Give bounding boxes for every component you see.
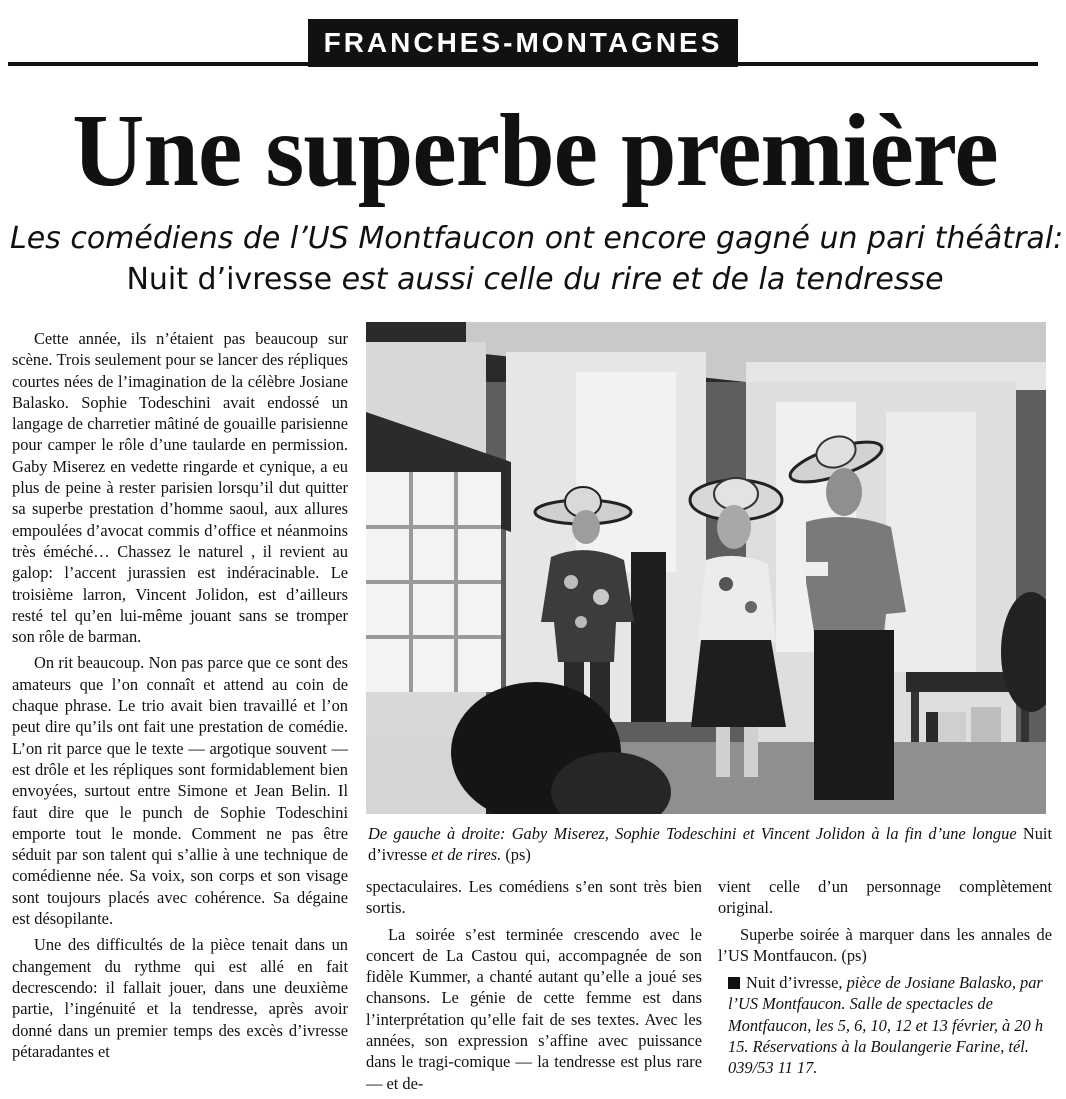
play-title: Nuit d’ivresse [126, 262, 333, 297]
article-paragraph: On rit beaucoup. Non pas parce que ce sont des amateurs que l’on connaît et attend au coin de chaque phrase. Le trio avait bien travaillé et l’on peut dire qu’ils ont fait une prestation de comédie. L’on rit parce que le texte — argotique souvent — est drôle et les répliques sont formidablement bien envoyées, surtout entre Simone et Jean Belin. Il faut dire que le punch de Sophie Todeschini emporte tout le monde. Comment ne pas être séduit par son talent qui s’allie à une technique de comédienne née. Sa voix, son corps et son visage sont toujours placés avec cohérence. Sa dégaine est désopilante. [12, 653, 348, 929]
bullet-square-icon [728, 977, 740, 989]
stage-photo-illustration [366, 322, 1046, 814]
stage-photo [366, 322, 1046, 814]
article-column-2 [366, 876, 702, 1094]
article-paragraph: vient celle d’un personnage complètement original. [718, 877, 1052, 918]
photo-caption [368, 823, 1052, 866]
headline: Une superbe première [72, 93, 998, 208]
subheadline-line2-italic: est aussi celle du rire et de la tendresse [332, 262, 944, 297]
event-title: Nuit d’ivresse, [746, 973, 843, 992]
section-label: FRANCHES-MONTAGNES [323, 27, 723, 58]
event-details: pièce de Josiane Balasko, par l’US Montfaucon. Salle de spectacles de Montfaucon, les 5, 6, 10, 12 et 13 février, à 20 h 15. Réservations à la Boulangerie Farine, tél. 039/53 11 17. [728, 973, 1044, 1078]
subheadline-line2 [10, 262, 1060, 298]
section-banner [308, 19, 738, 67]
caption-play-title: Nuit d’ivresse [368, 824, 1052, 865]
article-column-1 [12, 328, 348, 1062]
caption-text: De gauche à droite: Gaby Miserez, Sophie Todeschini et Vincent Jolidon à la fin d’une longue [368, 824, 1023, 843]
article-paragraph: La soirée s’est terminée crescendo avec le concert de La Castou qui, accompagnée de son fidèle Kummer, a chanté autant qu’elle a joué ses chansons. Le génie de cette femme est dans l’interprétation qu’elle fait de ses textes. Avec les années, son expression s’affine avec puissance dans le tragi-comique — la tendresse est plus rare — et de- [366, 924, 702, 1093]
caption-credit: (ps) [501, 845, 531, 865]
article-paragraph: Superbe soirée à marquer dans les annales de l’US Montfaucon. (ps) [718, 924, 1052, 965]
article-paragraph: Cette année, ils n’étaient pas beaucoup sur scène. Trois seulement pour se lancer des répliques courtes nées de l’imagination de la célèbre Josiane Balasko. Sophie Todeschini avait endossé un langage de charretier mâtiné de gouaille parisienne pour camper le rôle d’une taularde en permission. Gaby Miserez en vedette ringarde et cynique, a eu plus de peine à rester parisien lorsqu’il dut quitter sa superbe prestation d’homme saoul, aux allures empoulées d’avocat commis d’office et néanmoins très éméché… Chassez le naturel , il revient au galop: l’accent jurassien est indéracinable. Le troisième larron, Vincent Jolidon, est d’ailleurs resté tel qu’en lui-même jouant sans se tromper son rôle de barman. [12, 329, 348, 647]
article-column-3 [718, 876, 1052, 966]
article-paragraph: spectaculaires. Les comédiens s’en sont très bien sortis. [366, 877, 702, 918]
subheadline-line1: Les comédiens de l’US Montfaucon ont encore gagné un pari théâtral: [10, 221, 1064, 256]
article-paragraph: Une des difficultés de la pièce tenait dans un changement du rythme qui est allé en fait decrescendo: il fallait jouer, dans une deuxième partie, l’ingénuité et la tendresse, après avoir donné dans un premier temps des excès d’ivresse pétaradantes et [12, 935, 348, 1061]
caption-text-end: et de rires. [427, 845, 502, 865]
section-rule-left [8, 62, 308, 66]
section-rule-right [738, 62, 1038, 66]
event-info [728, 972, 1056, 1078]
